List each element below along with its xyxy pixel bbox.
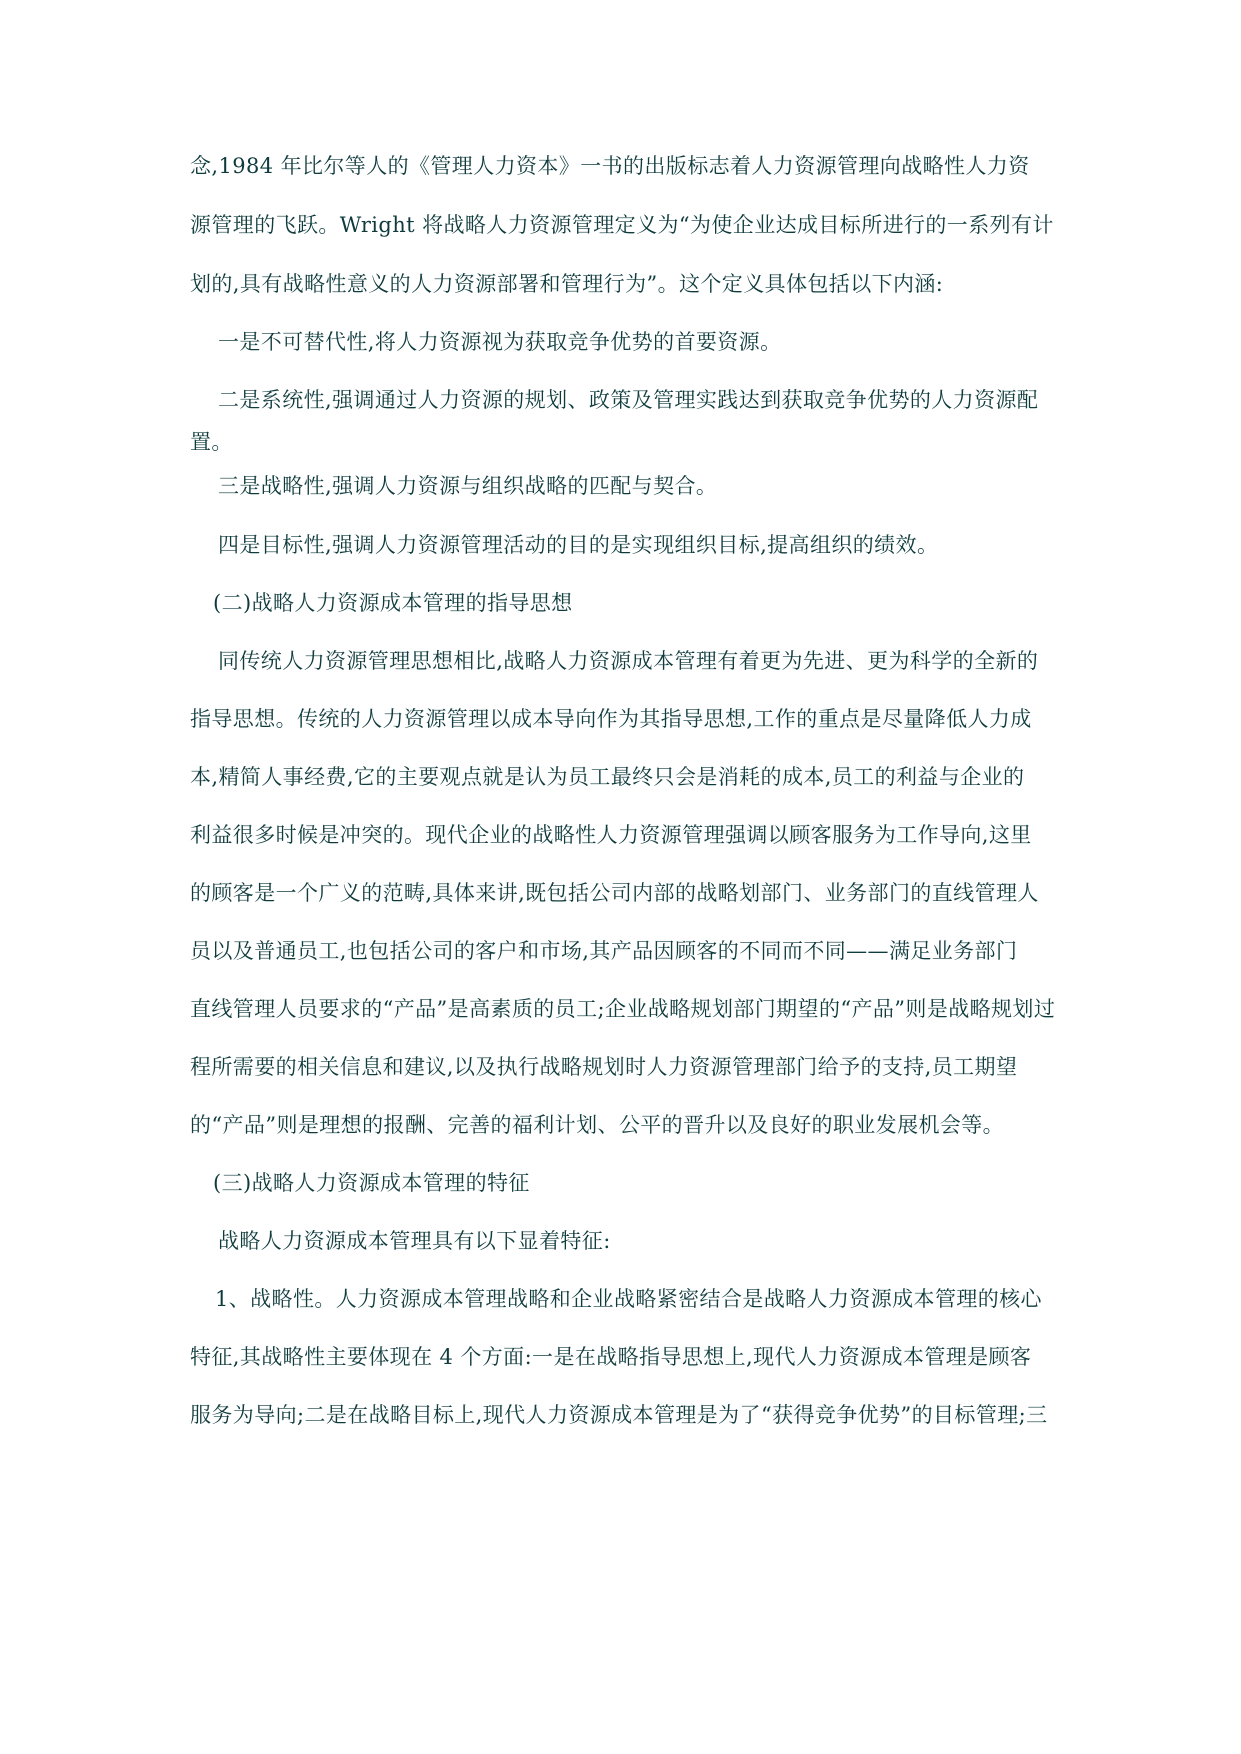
body-line-10: 同传统人力资源管理思想相比,战略人力资源成本管理有着更为先进、更为科学的全新的 bbox=[218, 649, 1039, 673]
body-line-11: 指导思想。传统的人力资源管理以成本导向作为其指导思想,工作的重点是尽量降低人力成 bbox=[190, 707, 1032, 731]
body-line-5: 二是系统性,强调通过人力资源的规划、政策及管理实践达到获取竞争优势的人力资源配 bbox=[218, 388, 1039, 412]
body-line-1: 念,1984 年比尔等人的《管理人力资本》一书的出版标志着人力资源管理向战略性人力资 bbox=[190, 154, 1030, 178]
body-line-4: 一是不可替代性,将人力资源视为获取竞争优势的首要资源。 bbox=[218, 330, 782, 354]
body-line-18: 的“产品”则是理想的报酬、完善的福利计划、公平的晋升以及良好的职业发展机会等。 bbox=[190, 1113, 1005, 1137]
body-line-23: 服务为导向;二是在战略目标上,现代人力资源成本管理是为了“获得竞争优势”的目标管理;三 bbox=[190, 1403, 1048, 1427]
body-line-21: 1、战略性。人力资源成本管理战略和企业战略紧密结合是战略人力资源成本管理的核心 bbox=[215, 1287, 1042, 1311]
body-line-20: 战略人力资源成本管理具有以下显着特征: bbox=[218, 1229, 611, 1253]
body-line-2: 源管理的飞跃。Wright 将战略人力资源管理定义为“为使企业达成目标所进行的一系列有计 bbox=[190, 213, 1054, 237]
body-line-12: 本,精简人事经费,它的主要观点就是认为员工最终只会是消耗的成本,员工的利益与企业的 bbox=[190, 765, 1025, 789]
body-line-22: 特征,其战略性主要体现在 4 个方面:一是在战略指导思想上,现代人力资源成本管理是顾客 bbox=[190, 1345, 1032, 1369]
body-line-3: 划的,具有战略性意义的人力资源部署和管理行为”。这个定义具体包括以下内涵: bbox=[190, 272, 944, 296]
section-heading-2: (二)战略人力资源成本管理的指导思想 bbox=[213, 591, 573, 615]
body-line-17: 程所需要的相关信息和建议,以及执行战略规划时人力资源管理部门给予的支持,员工期望 bbox=[190, 1055, 1018, 1079]
body-line-7: 三是战略性,强调人力资源与组织战略的匹配与契合。 bbox=[218, 474, 718, 498]
body-line-15: 员以及普通员工,也包括公司的客户和市场,其产品因顾客的不同而不同——满足业务部门 bbox=[190, 939, 1018, 963]
body-line-13: 利益很多时候是冲突的。现代企业的战略性人力资源管理强调以顾客服务为工作导向,这里 bbox=[190, 823, 1032, 847]
section-heading-3: (三)战略人力资源成本管理的特征 bbox=[213, 1171, 530, 1195]
body-line-16: 直线管理人员要求的“产品”是高素质的员工;企业战略规划部门期望的“产品”则是战略规划过 bbox=[190, 997, 1056, 1021]
body-line-6: 置。 bbox=[190, 430, 233, 454]
body-line-8: 四是目标性,强调人力资源管理活动的目的是实现组织目标,提高组织的绩效。 bbox=[218, 533, 939, 557]
body-line-14: 的顾客是一个广义的范畴,具体来讲,既包括公司内部的战略划部门、业务部门的直线管理人 bbox=[190, 881, 1039, 905]
